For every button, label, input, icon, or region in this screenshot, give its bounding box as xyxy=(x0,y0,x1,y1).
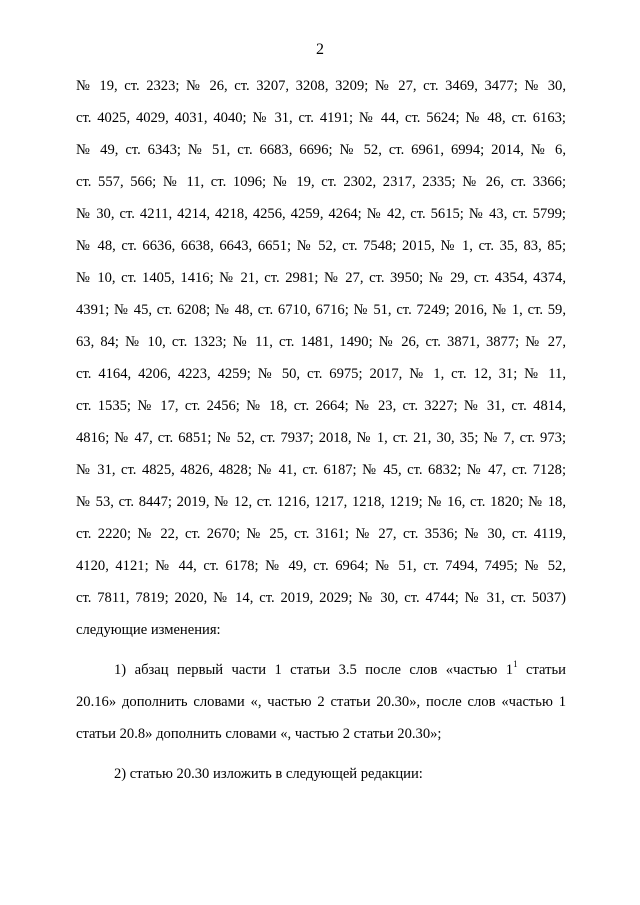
citation-line: 4391; № 45, ст. 6208; № 48, ст. 6710, 6716; № 51, ст. 7249; 2016, № 1, ст. 59, xyxy=(76,302,566,318)
citation-line: № 53, ст. 8447; 2019, № 12, ст. 1216, 1217, 1218, 1219; № 16, ст. 1820; № 18, xyxy=(76,494,566,510)
paragraph-gap xyxy=(76,750,566,758)
citation-line: № 30, ст. 4211, 4214, 4218, 4256, 4259, 4264; № 42, ст. 5615; № 43, ст. 5799; xyxy=(76,206,566,222)
citation-line: 4120, 4121; № 44, ст. 6178; № 49, ст. 6964; № 51, ст. 7494, 7495; № 52, xyxy=(76,558,566,574)
item-1-line-1 xyxy=(76,654,566,686)
citation-line: 63, 84; № 10, ст. 1323; № 11, ст. 1481, 1490; № 26, ст. 3871, 3877; № 27, xyxy=(76,334,566,350)
citation-line: ст. 4025, 4029, 4031, 4040; № 31, ст. 4191; № 44, ст. 5624; № 48, ст. 6163; xyxy=(76,110,566,126)
citation-line: ст. 7811, 7819; 2020, № 14, ст. 2019, 2029; № 30, ст. 4744; № 31, ст. 5037) xyxy=(76,590,566,606)
citation-line: № 19, ст. 2323; № 26, ст. 3207, 3208, 3209; № 27, ст. 3469, 3477; № 30, xyxy=(76,78,566,94)
item-1-text-start: 1) абзац первый части 1 статьи 3.5 после слов «частью 1 xyxy=(114,662,514,678)
citation-line: № 48, ст. 6636, 6638, 6643, 6651; № 52, ст. 7548; 2015, № 1, ст. 35, 83, 85; xyxy=(76,238,566,254)
citation-line: ст. 1535; № 17, ст. 2456; № 18, ст. 2664; № 23, ст. 3227; № 31, ст. 4814, xyxy=(76,398,566,414)
citation-line: ст. 4164, 4206, 4223, 4259; № 50, ст. 6975; 2017, № 1, ст. 12, 31; № 11, xyxy=(76,366,566,382)
item-1-text-end: статьи xyxy=(517,662,566,678)
item-1-line-3: статьи 20.8» дополнить словами «, частью 2 статьи 20.30»; xyxy=(76,726,442,742)
item-1-line-2: 20.16» дополнить словами «, частью 2 статьи 20.30», после слов «частью 1 xyxy=(76,694,566,710)
paragraph-gap xyxy=(76,646,566,654)
superscript: 1 xyxy=(513,659,518,669)
citation-line-closing: следующие изменения: xyxy=(76,622,221,638)
citation-line: № 49, ст. 6343; № 51, ст. 6683, 6696; № 52, ст. 6961, 6994; 2014, № 6, xyxy=(76,142,566,158)
citation-line: № 31, ст. 4825, 4826, 4828; № 41, ст. 6187; № 45, ст. 6832; № 47, ст. 7128; xyxy=(76,462,566,478)
citation-line: ст. 2220; № 22, ст. 2670; № 25, ст. 3161; № 27, ст. 3536; № 30, ст. 4119, xyxy=(76,526,566,542)
citation-line: ст. 557, 566; № 11, ст. 1096; № 19, ст. 2302, 2317, 2335; № 26, ст. 3366; xyxy=(76,174,566,190)
citation-line: № 10, ст. 1405, 1416; № 21, ст. 2981; № 27, ст. 3950; № 29, ст. 4354, 4374, xyxy=(76,270,566,286)
citation-line: 4816; № 47, ст. 6851; № 52, ст. 7937; 2018, № 1, ст. 21, 30, 35; № 7, ст. 973; xyxy=(76,430,566,446)
item-2-line-1: 2) статью 20.30 изложить в следующей редакции: xyxy=(114,766,423,782)
page-number: 2 xyxy=(316,41,324,58)
document-body xyxy=(76,70,566,790)
